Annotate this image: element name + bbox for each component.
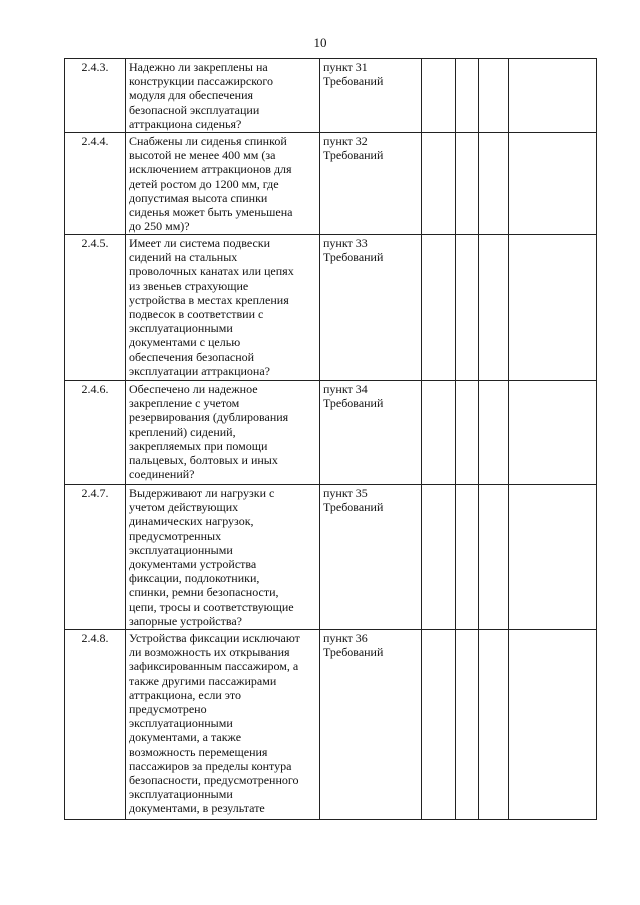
question-text: Снабжены ли сиденья спинкой высотой не менее 400 мм (за исключением аттракционов для детей ростом до 1200 мм, где допустимая высота спинки сиденья может быть уменьшена до 250 мм)? [129, 134, 293, 234]
answer-no-cell [456, 485, 479, 630]
requirement-reference: пункт 32 Требований [323, 134, 384, 163]
question-cell [126, 59, 320, 133]
requirement-reference: пункт 33 Требований [323, 236, 384, 265]
page-number: 10 [313, 35, 327, 50]
table-row [65, 381, 597, 485]
answer-no-cell [456, 381, 479, 485]
table-row [65, 630, 597, 820]
answer-na-cell [479, 381, 509, 485]
answer-yes-cell [422, 485, 456, 630]
answer-na-cell [479, 133, 509, 235]
notes-cell [509, 59, 597, 133]
answer-no-cell [456, 59, 479, 133]
question-text: Обеспечено ли надежное закрепление с учетом резервирования (дублирования креплений) сидений, закрепляемых при помощи пальцевых, болтовых и иных соединений? [129, 382, 289, 482]
table-row [65, 133, 597, 235]
answer-na-cell [479, 235, 509, 381]
notes-cell [509, 630, 597, 820]
answer-yes-cell [422, 59, 456, 133]
answer-na-cell [479, 630, 509, 820]
answer-no-cell [456, 630, 479, 820]
answer-na-cell [479, 485, 509, 630]
answer-no-cell [456, 133, 479, 235]
answer-yes-cell [422, 381, 456, 485]
answer-yes-cell [422, 133, 456, 235]
requirement-reference: пункт 35 Требований [323, 486, 384, 515]
item-number: 2.4.4. [65, 133, 126, 235]
requirement-reference: пункт 36 Требований [323, 631, 384, 660]
answer-no-cell [456, 235, 479, 381]
question-cell [126, 485, 320, 630]
item-number: 2.4.8. [65, 630, 126, 820]
item-number: 2.4.3. [65, 59, 126, 133]
table-row [65, 485, 597, 630]
question-text: Надежно ли закреплены на конструкции пассажирского модуля для обеспечения безопасной эксплуатации аттракциона сиденья? [129, 60, 274, 131]
reference-cell [320, 235, 422, 381]
answer-na-cell [479, 59, 509, 133]
question-cell [126, 133, 320, 235]
answer-yes-cell [422, 630, 456, 820]
question-cell [126, 235, 320, 381]
answer-yes-cell [422, 235, 456, 381]
notes-cell [509, 133, 597, 235]
item-number: 2.4.7. [65, 485, 126, 630]
question-text: Устройства фиксации исключают ли возможность их открывания зафиксированным пассажиром, а также другими пассажирами аттракциона, если это предусмотрено эксплуатационными документами, а также возможность перемещения пассажиров за пределы контура безопасности, предусмотренного эксплуатационными документами, в результате [129, 631, 300, 816]
question-cell [126, 381, 320, 485]
notes-cell [509, 485, 597, 630]
item-number: 2.4.5. [65, 235, 126, 381]
notes-cell [509, 381, 597, 485]
question-text: Выдерживают ли нагрузки с учетом действующих динамических нагрузок, предусмотренных эксплуатационными документами устройства фиксации, подлокотники, спинки, ремни безопасности, цепи, тросы и соответствующие запорные устройства? [129, 486, 294, 628]
reference-cell [320, 133, 422, 235]
question-cell [126, 630, 320, 820]
reference-cell [320, 59, 422, 133]
reference-cell [320, 381, 422, 485]
notes-cell [509, 235, 597, 381]
checklist-table [64, 58, 597, 820]
table-row [65, 235, 597, 381]
item-number: 2.4.6. [65, 381, 126, 485]
reference-cell [320, 630, 422, 820]
reference-cell [320, 485, 422, 630]
requirement-reference: пункт 31 Требований [323, 60, 384, 89]
question-text: Имеет ли система подвески сидений на стальных проволочных канатах или цепях из звеньев страхующие устройства в местах крепления подвесок в соответствии с эксплуатационными документами с целью обеспечения безопасной эксплуатации аттракциона? [129, 236, 294, 378]
table-row [65, 59, 597, 133]
requirement-reference: пункт 34 Требований [323, 382, 384, 411]
